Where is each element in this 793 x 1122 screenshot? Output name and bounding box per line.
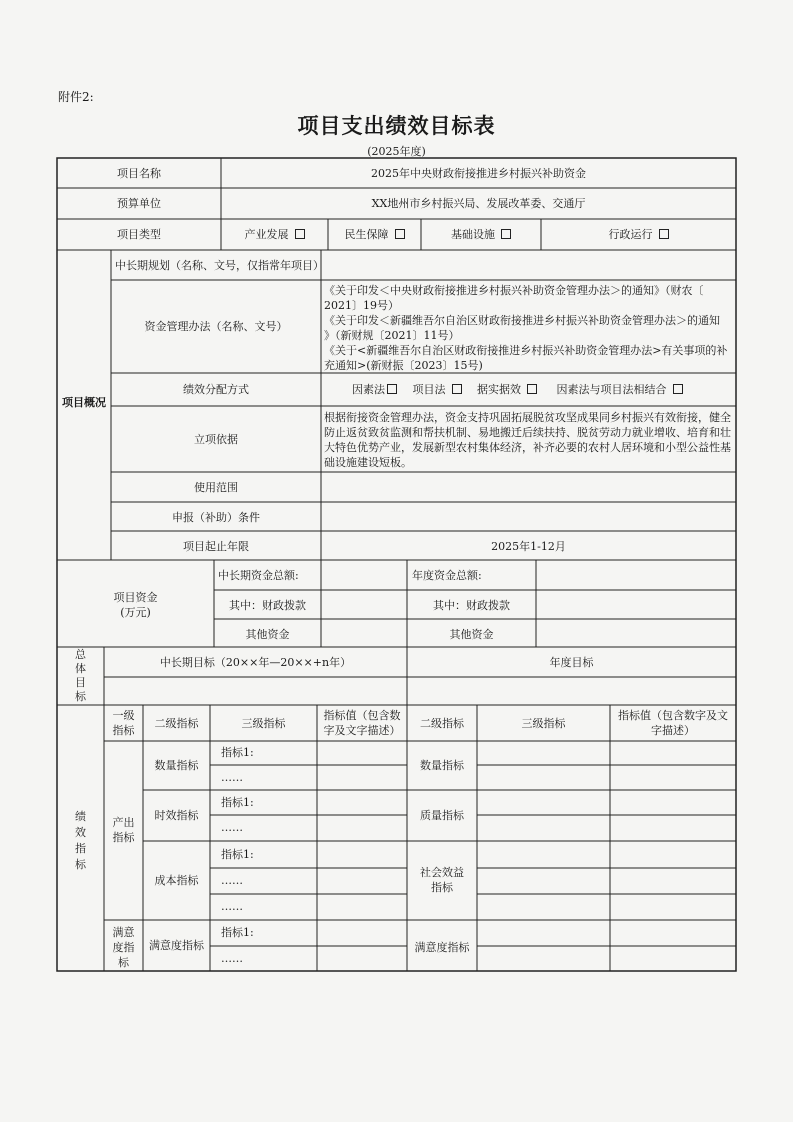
fund-method-line-2: 2021〕19号） — [324, 299, 399, 312]
r-quality-label: 质量指标 — [420, 809, 464, 822]
item-cost-more-2: …… — [221, 900, 243, 913]
satisfaction-label-b: 度指 — [112, 941, 135, 954]
year-goal-label: 年度目标 — [549, 656, 594, 669]
satisfaction-ind-label: 满意度指标 — [149, 939, 204, 952]
timeliness-label: 时效指标 — [154, 809, 199, 822]
h-level2-left: 二级指标 — [154, 717, 199, 730]
item-quantity-more: …… — [221, 771, 243, 784]
satisfaction-label-a: 满意 — [112, 926, 135, 939]
r-quantity-label: 数量指标 — [420, 759, 464, 772]
fund-method-line-1: 《关于印发＜中央财政衔接推进乡村振兴补助资金管理办法＞的通知》（财农〔 — [324, 284, 704, 297]
item-timeliness-more: …… — [221, 821, 243, 834]
mid-fiscal-label: 其中：财政拨款 — [229, 599, 306, 612]
budget-unit-value: XX地州市乡村振兴局、发展改革委、交通厅 — [371, 197, 586, 210]
goals-char-3: 目 — [75, 676, 86, 689]
basis-label: 立项依据 — [194, 433, 238, 446]
h-level2-right: 二级指标 — [420, 717, 464, 730]
year-fiscal-label: 其中：财政拨款 — [433, 599, 510, 612]
h-level1-a: 一级 — [112, 709, 135, 722]
indicators-char-3: 指 — [75, 842, 86, 855]
mid-total-label: 中长期资金总额: — [218, 569, 299, 582]
goals-char-2: 体 — [75, 662, 86, 675]
fund-method-label: 资金管理办法（名称、文号） — [144, 320, 288, 333]
basis-text: 根据衔接资金管理办法，资金支持巩固拓展脱贫攻坚成果同乡村振兴有效衔接，健全防止返贫致贫监测和帮扶机制、易地搬迁后续扶持、脱贫劳动力就业增收、培育和壮大特色优势产业，发展新型农村集体经济，补齐必要的农村人居环境和小型公益性基础设施建设短板。 — [324, 411, 731, 469]
page-title: 项目支出绩效目标表 — [297, 113, 496, 138]
satisfaction-label-c: 标 — [118, 956, 129, 969]
r-social-label-a: 社会效益 — [420, 866, 464, 879]
project-type-label: 项目类型 — [117, 228, 161, 241]
indicators-char-1: 绩 — [75, 810, 86, 823]
type-option-industry[interactable]: 产业发展 — [221, 227, 328, 242]
year-other-label: 其他资金 — [449, 628, 494, 641]
item-satisfaction-more: …… — [221, 952, 243, 965]
indicators-char-4: 标 — [75, 858, 86, 871]
h-level3-left: 三级指标 — [241, 717, 286, 730]
plan-label: 中长期规划（名称、文号，仅指常年项目） — [115, 259, 324, 272]
type-option-livelihood[interactable]: 民生保障 — [328, 227, 421, 242]
fund-method-line-4: 》（新财规〔2021〕11号） — [324, 329, 460, 342]
type-option-infrastructure[interactable]: 基础设施 — [421, 227, 541, 242]
h-value-right-a: 指标值（包含数字及文 — [618, 709, 728, 722]
checkbox-icon[interactable] — [452, 384, 462, 394]
goals-char-1: 总 — [75, 648, 86, 661]
item-cost-more-1: …… — [221, 874, 243, 887]
period-value: 2025年1-12月 — [491, 540, 566, 553]
fund-method-line-3: 《关于印发＜新疆维吾尔自治区财政衔接推进乡村振兴补助资金管理办法＞的通知 — [324, 314, 720, 327]
output-label-b: 指标 — [112, 831, 135, 844]
annex-label: 附件2: — [58, 90, 94, 104]
quantity-label: 数量指标 — [154, 759, 199, 772]
checkbox-icon[interactable] — [673, 384, 683, 394]
scope-label: 使用范围 — [194, 481, 238, 494]
checkbox-icon[interactable] — [527, 384, 537, 394]
h-value-left-b: 字及文字描述） — [323, 724, 401, 737]
year-total-label: 年度资金总额: — [412, 569, 482, 582]
apply-label: 申报（补助）条件 — [172, 511, 260, 524]
budget-unit-label: 预算单位 — [117, 197, 161, 210]
h-value-right-b: 字描述） — [651, 724, 695, 737]
funds-unit: (万元) — [120, 606, 151, 619]
checkbox-icon[interactable] — [395, 229, 405, 239]
fund-method-line-5: 《关于<新疆维吾尔自治区财政衔接推进乡村振兴补助资金管理办法>有关事项的补 — [324, 344, 728, 357]
item-cost-1: 指标1: — [221, 848, 254, 861]
project-name-value: 2025年中央财政衔接推进乡村振兴补助资金 — [371, 167, 586, 180]
item-timeliness-1: 指标1: — [221, 796, 254, 809]
checkbox-icon[interactable] — [387, 384, 397, 394]
mid-goal-label: 中长期目标（20××年—20××+n年） — [159, 656, 352, 669]
output-label-a: 产出 — [112, 816, 135, 829]
h-value-left-a: 指标值（包含数 — [323, 709, 401, 722]
funds-label: 项目资金 — [113, 591, 158, 604]
checkbox-icon[interactable] — [501, 229, 511, 239]
period-label: 项目起止年限 — [183, 540, 249, 553]
alloc-options[interactable]: 因素法 项目法 据实据效 因素法与项目法相结合 — [352, 382, 683, 397]
indicators-char-2: 效 — [75, 826, 86, 839]
cost-label: 成本指标 — [154, 874, 199, 887]
item-quantity-1: 指标1: — [221, 746, 254, 759]
r-social-label-b: 指标 — [431, 881, 453, 894]
r-satisfaction-label: 满意度指标 — [414, 941, 470, 954]
alloc-label: 绩效分配方式 — [183, 383, 249, 396]
type-option-admin[interactable]: 行政运行 — [541, 227, 736, 242]
h-level3-right: 三级指标 — [521, 717, 566, 730]
project-name-label: 项目名称 — [117, 167, 161, 180]
h-level1-b: 指标 — [112, 724, 135, 737]
goals-char-4: 标 — [75, 690, 86, 703]
fiscal-year: (2025年度) — [367, 145, 426, 158]
fund-method-line-6: 充通知>(新财振〔2023〕15号) — [324, 359, 483, 372]
checkbox-icon[interactable] — [659, 229, 669, 239]
checkbox-icon[interactable] — [295, 229, 305, 239]
overview-label: 项目概况 — [62, 396, 106, 409]
item-satisfaction-1: 指标1: — [221, 926, 254, 939]
mid-other-label: 其他资金 — [245, 628, 290, 641]
